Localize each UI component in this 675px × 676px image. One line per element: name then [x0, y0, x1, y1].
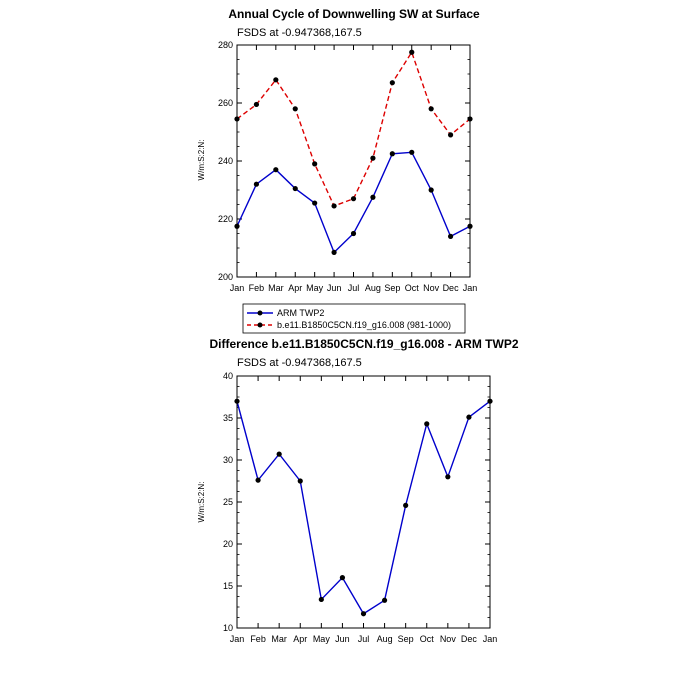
annual-cycle-series-1-point: [254, 102, 259, 107]
annual-cycle-x-tick-label: Aug: [364, 283, 381, 293]
annual-cycle-series-1-point: [273, 77, 278, 82]
annual-cycle-series-0-point: [312, 200, 317, 205]
difference-title: Difference b.e11.B1850C5CN.f19_g16.008 - ARM TWP2: [209, 337, 519, 351]
annual-cycle-x-tick-label: Jun: [326, 283, 342, 293]
annual-cycle-x-tick-label: Jan: [462, 283, 478, 293]
annual-cycle-series-1-point: [351, 196, 356, 201]
annual-cycle-series-0-point: [409, 150, 414, 155]
annual-cycle-series-1-point: [370, 156, 375, 161]
annual-cycle-series-0-point: [448, 234, 453, 239]
annual-cycle-title: Annual Cycle of Downwelling SW at Surface: [228, 7, 480, 21]
difference-series-0-point: [277, 452, 282, 457]
annual-cycle-series-0-point: [293, 186, 298, 191]
difference-x-tick-label: Sep: [397, 634, 414, 644]
difference-x-tick-label: Nov: [439, 634, 456, 644]
annual-cycle-series-line-0: [237, 152, 470, 252]
difference-panel: [197, 337, 519, 644]
annual-cycle-series-0-point: [331, 250, 336, 255]
difference-x-tick-label: Feb: [250, 634, 266, 644]
annual-cycle-x-tick-label: Feb: [248, 283, 265, 293]
difference-x-tick-label: Jan: [482, 634, 498, 644]
difference-subtitle: FSDS at -0.947368,167.5: [237, 357, 362, 369]
annual-cycle-x-tick-label: Sep: [384, 283, 401, 293]
difference-series-0-point: [340, 575, 345, 580]
annual-cycle-subtitle: FSDS at -0.947368,167.5: [237, 27, 362, 39]
annual-cycle-series-0-point: [254, 182, 259, 187]
annual-cycle-x-tick-labels: [230, 283, 478, 293]
difference-x-tick-label: Apr: [293, 634, 308, 644]
difference-y-tick-labels: [223, 371, 233, 633]
annual-cycle-series-1-point: [293, 106, 298, 111]
difference-series-0-point: [403, 503, 408, 508]
difference-y-tick-label: 20: [222, 539, 233, 549]
difference-series-0-point: [424, 421, 429, 426]
annual-cycle-x-tick-label: Dec: [442, 283, 459, 293]
difference-series-0-point: [255, 478, 260, 483]
annual-cycle-x-tick-label: Oct: [404, 283, 419, 293]
annual-cycle-series-1-point: [390, 80, 395, 85]
annual-cycle-plot-frame: [237, 45, 470, 277]
annual-cycle-x-tick-label: Nov: [423, 283, 440, 293]
annual-cycle-series-1-point: [312, 161, 317, 166]
annual-cycle-series-0-point: [390, 151, 395, 156]
difference-y-tick-label: 30: [222, 455, 233, 465]
annual-cycle-x-tick-label: Mar: [268, 283, 284, 293]
difference-x-tick-label: Dec: [460, 634, 477, 644]
annual-cycle-series-1-point: [448, 132, 453, 137]
difference-series-0-point: [466, 415, 471, 420]
difference-x-tick-labels: [230, 634, 498, 644]
annual-cycle-y-axis-label: W/m:S:2:N:: [197, 139, 206, 181]
difference-y-tick-label: 40: [222, 371, 233, 381]
difference-x-tick-label: May: [312, 634, 330, 644]
legend-label-model: b.e11.B1850C5CN.f19_g16.008 (981-1000): [277, 320, 451, 330]
annual-cycle-x-tick-label: Jan: [229, 283, 245, 293]
annual-cycle-y-tick-label: 280: [217, 40, 233, 50]
difference-x-tick-label: Mar: [271, 634, 287, 644]
annual-cycle-y-tick-label: 240: [217, 156, 233, 166]
legend-item-model: [247, 320, 451, 330]
legend-label-arm-twp2: ARM TWP2: [277, 308, 325, 318]
difference-series-0-point: [382, 598, 387, 603]
annual-cycle-x-tick-label: Apr: [288, 283, 303, 293]
annual-cycle-series-1-point: [409, 50, 414, 55]
difference-x-tick-label: Jul: [357, 634, 370, 644]
difference-series: [234, 399, 492, 617]
annual-cycle-y-tick-label: 220: [217, 214, 233, 224]
difference-y-tick-label: 15: [222, 581, 233, 591]
annual-cycle-y-tick-label: 260: [217, 98, 233, 108]
annual-cycle-series-1-point: [429, 106, 434, 111]
legend-marker-arm-twp2: [258, 311, 263, 316]
difference-series-0-point: [298, 478, 303, 483]
difference-x-tick-label: Oct: [419, 634, 434, 644]
difference-y-tick-label: 25: [222, 497, 233, 507]
annual-cycle-x-tick-label: Jul: [347, 283, 360, 293]
annual-cycle-x-tick-label: May: [306, 283, 324, 293]
difference-y-axis-label: W/m:S:2:N:: [197, 481, 206, 523]
difference-series-line-0: [237, 401, 490, 614]
difference-series-0-point: [361, 611, 366, 616]
annual-cycle-series-line-1: [237, 52, 470, 206]
annual-cycle-series-0-point: [273, 167, 278, 172]
annual-cycle-series-0-point: [370, 195, 375, 200]
annual-cycle-ticks: [237, 45, 470, 277]
annual-cycle-series-1-point: [331, 203, 336, 208]
legend: [243, 304, 465, 333]
annual-cycle-panel: [197, 7, 480, 293]
annual-cycle-y-tick-labels: [218, 40, 233, 282]
difference-series-0-point: [319, 597, 324, 602]
legend-marker-model: [258, 323, 263, 328]
annual-cycle-series: [234, 50, 472, 255]
difference-ticks: [237, 376, 490, 628]
difference-x-tick-label: Jun: [335, 634, 350, 644]
annual-cycle-y-tick-label: 200: [217, 272, 233, 282]
difference-y-tick-label: 35: [222, 413, 233, 423]
difference-plot-frame: [237, 376, 490, 628]
difference-x-tick-label: Aug: [376, 634, 393, 644]
annual-cycle-series-0-point: [351, 231, 356, 236]
difference-y-tick-label: 10: [222, 623, 233, 633]
annual-cycle-series-0-point: [429, 187, 434, 192]
difference-x-tick-label: Jan: [229, 634, 245, 644]
difference-series-0-point: [445, 474, 450, 479]
